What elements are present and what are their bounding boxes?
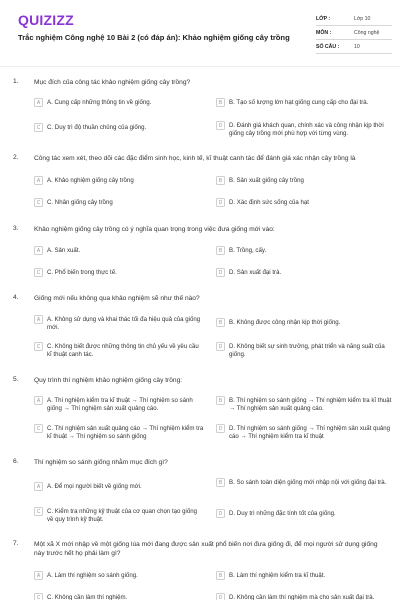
option-text: C. Không biết được những thông tin chủ yếu về yêu cầu kĩ thuật canh tác. xyxy=(47,342,199,358)
option-d[interactable] xyxy=(216,268,394,277)
question-number: 1. xyxy=(13,78,19,85)
option-text: B. So sánh toàn diện giống mới nhập nội với giống đại trà. xyxy=(229,478,387,486)
question-number: 4. xyxy=(13,294,19,301)
option-letter-box: B xyxy=(216,396,225,405)
option-b[interactable] xyxy=(216,396,394,413)
meta-label: LỚP : xyxy=(316,15,331,22)
question-number: 7. xyxy=(13,540,19,547)
option-letter-box: B xyxy=(216,478,225,487)
option-b[interactable] xyxy=(216,98,394,107)
option-c[interactable] xyxy=(34,268,204,277)
meta-row-count xyxy=(316,40,392,54)
option-text: D. Không cần làm thí nghiệm mà cho sản xuất đại trà. xyxy=(229,593,375,600)
option-text: C. Kiểm tra những kỹ thuật của cơ quan chọn tạo giống về quy trình kỹ thuật. xyxy=(47,507,198,523)
option-text: D. Xác định sức sống của hạt xyxy=(229,198,309,206)
option-letter-box: A xyxy=(34,98,43,107)
option-d[interactable] xyxy=(216,593,394,600)
question-number: 3. xyxy=(13,225,19,232)
question-text: Giống mới nếu không qua khảo nghiệm sẽ như thế nào? xyxy=(34,295,200,302)
option-letter-box: C xyxy=(34,268,43,277)
option-b[interactable] xyxy=(216,246,394,255)
option-b[interactable] xyxy=(216,176,394,185)
option-text: A. Để mọi người biết về giống mới. xyxy=(47,482,142,490)
option-letter-box: D xyxy=(216,593,225,600)
meta-table xyxy=(316,12,392,54)
option-text: C. Nhân giống cây trồng xyxy=(47,198,113,206)
option-letter-box: A xyxy=(34,396,43,405)
option-letter-box: A xyxy=(34,571,43,580)
meta-value: 10 xyxy=(354,43,360,50)
quizizz-logo: QUIZIZZ xyxy=(18,12,74,28)
question-number: 6. xyxy=(13,458,19,465)
option-letter-box: A xyxy=(34,246,43,255)
option-a[interactable] xyxy=(34,396,204,413)
option-letter-box: B xyxy=(216,246,225,255)
option-c[interactable] xyxy=(34,342,204,359)
option-a[interactable] xyxy=(34,315,204,332)
option-d[interactable] xyxy=(216,198,394,207)
option-letter-box: D xyxy=(216,342,225,351)
option-letter-box: C xyxy=(34,198,43,207)
option-c[interactable] xyxy=(34,507,204,524)
option-c[interactable] xyxy=(34,198,204,207)
option-text: B. Thí nghiệm so sánh giống → Thí nghiệm kiểm tra kĩ thuật → Thí nghiệm sản xuất quảng cáo. xyxy=(229,396,392,412)
question-text: Một xã X mới nhập về một giống lúa mới đang được sản xuất phổ biến nơi đưa giống đi, để mọi người sử dụng giống này trước hết họ phải làm gì? xyxy=(34,541,378,557)
option-text: A. Thí nghiệm kiểm tra kĩ thuật → Thí nghiệm so sánh giống → Thí nghiệm sản xuất quảng cáo. xyxy=(47,396,193,412)
option-text: D. Duy trì những đặc tính tốt của giống. xyxy=(229,509,336,517)
option-text: B. Không được công nhận kịp thời giống. xyxy=(229,318,341,326)
meta-row-class xyxy=(316,12,392,26)
option-text: D. Đánh giá khách quan, chính xác và công nhận kịp thời giống cây trồng mới phù hợp với từng vùng. xyxy=(229,121,384,137)
option-letter-box: B xyxy=(216,176,225,185)
option-text: A. Khảo nghiệm giống cây trồng xyxy=(47,176,134,184)
option-a[interactable] xyxy=(34,571,204,580)
option-d[interactable] xyxy=(216,121,394,138)
option-letter-box: C xyxy=(34,424,43,433)
option-letter-box: B xyxy=(216,571,225,580)
option-letter-box: D xyxy=(216,121,225,130)
question-text: Mục đích của công tác khảo nghiệm giống cây trồng? xyxy=(34,79,191,86)
header-divider xyxy=(0,66,400,67)
option-text: B. Làm thí nghiệm kiểm tra kĩ thuật. xyxy=(229,571,326,579)
option-c[interactable] xyxy=(34,593,204,600)
option-text: A. Làm thí nghiệm so sánh giống. xyxy=(47,571,138,579)
option-text: D. Thí nghiệm so sánh giống → Thí nghiệm sản xuất quảng cáo → Thí nghiệm kiểm tra kĩ thuật xyxy=(229,424,391,440)
option-b[interactable] xyxy=(216,318,394,327)
meta-value: Lớp 10 xyxy=(354,15,371,22)
worksheet-title: Trắc nghiệm Công nghệ 10 Bài 2 (có đáp án): Khảo nghiệm giống cây trồng xyxy=(18,33,290,42)
option-letter-box: B xyxy=(216,98,225,107)
option-text: B. Trồng, cấy. xyxy=(229,246,267,254)
option-text: C. Duy trì độ thuần chủng của giống. xyxy=(47,123,147,131)
question-text: Thí nghiệm so sánh giống nhằm mục đích gì? xyxy=(34,459,168,466)
option-a[interactable] xyxy=(34,98,204,107)
option-letter-box: C xyxy=(34,593,43,600)
option-letter-box: B xyxy=(216,318,225,327)
question-text: Quy trình thí nghiệm khảo nghiệm giống cây trồng: xyxy=(34,377,183,384)
option-letter-box: C xyxy=(34,123,43,132)
question-number: 2. xyxy=(13,154,19,161)
option-a[interactable] xyxy=(34,246,204,255)
meta-label: SỐ CÂU : xyxy=(316,43,340,50)
option-text: C. Không cần làm thí nghiệm. xyxy=(47,593,128,600)
option-letter-box: D xyxy=(216,198,225,207)
question-text: Công tác xem xét, theo dõi các đặc điểm sinh học, kinh tế, kĩ thuật canh tác để đánh giá xác nhận cây trồng là xyxy=(34,155,356,162)
option-b[interactable] xyxy=(216,571,394,580)
option-c[interactable] xyxy=(34,123,204,132)
option-text: B. Tạo số lượng lớn hạt giống cung cấp cho đại trà. xyxy=(229,98,369,106)
option-d[interactable] xyxy=(216,509,394,518)
option-letter-box: A xyxy=(34,315,43,324)
option-a[interactable] xyxy=(34,482,204,491)
option-text: D. Sản xuất đại trà. xyxy=(229,268,282,276)
option-a[interactable] xyxy=(34,176,204,185)
option-d[interactable] xyxy=(216,342,394,359)
meta-value: Công nghệ xyxy=(354,29,380,36)
option-letter-box: A xyxy=(34,176,43,185)
option-letter-box: A xyxy=(34,482,43,491)
worksheet-header xyxy=(0,0,400,66)
option-d[interactable] xyxy=(216,424,394,441)
option-text: A. Sản xuất. xyxy=(47,246,81,254)
question-text: Khảo nghiệm giống cây trồng có ý nghĩa quan trọng trong việc đưa giống mới vào: xyxy=(34,226,275,233)
option-text: C. Phổ biến trong thực tế. xyxy=(47,268,117,276)
option-letter-box: C xyxy=(34,342,43,351)
question-number: 5. xyxy=(13,376,19,383)
option-text: C. Thí nghiệm sản xuất quảng cáo → Thí nghiệm kiểm tra kĩ thuật → Thí nghiệm so sánh giống xyxy=(47,424,204,440)
meta-row-subject xyxy=(316,26,392,40)
option-text: B. Sản xuất giống cây trồng xyxy=(229,176,304,184)
option-letter-box: D xyxy=(216,509,225,518)
option-c[interactable] xyxy=(34,424,204,441)
option-letter-box: C xyxy=(34,507,43,516)
option-letter-box: D xyxy=(216,268,225,277)
option-text: A. Không sử dụng và khai thác tối đa hiệu quả của giống mới. xyxy=(47,315,201,331)
option-letter-box: D xyxy=(216,424,225,433)
meta-label: MÔN : xyxy=(316,29,332,36)
option-b[interactable] xyxy=(216,478,394,487)
option-text: A. Cung cấp những thông tin về giống. xyxy=(47,98,152,106)
option-text: D. Không biết sự sinh trưởng, phát triển và năng suất của giống. xyxy=(229,342,385,358)
